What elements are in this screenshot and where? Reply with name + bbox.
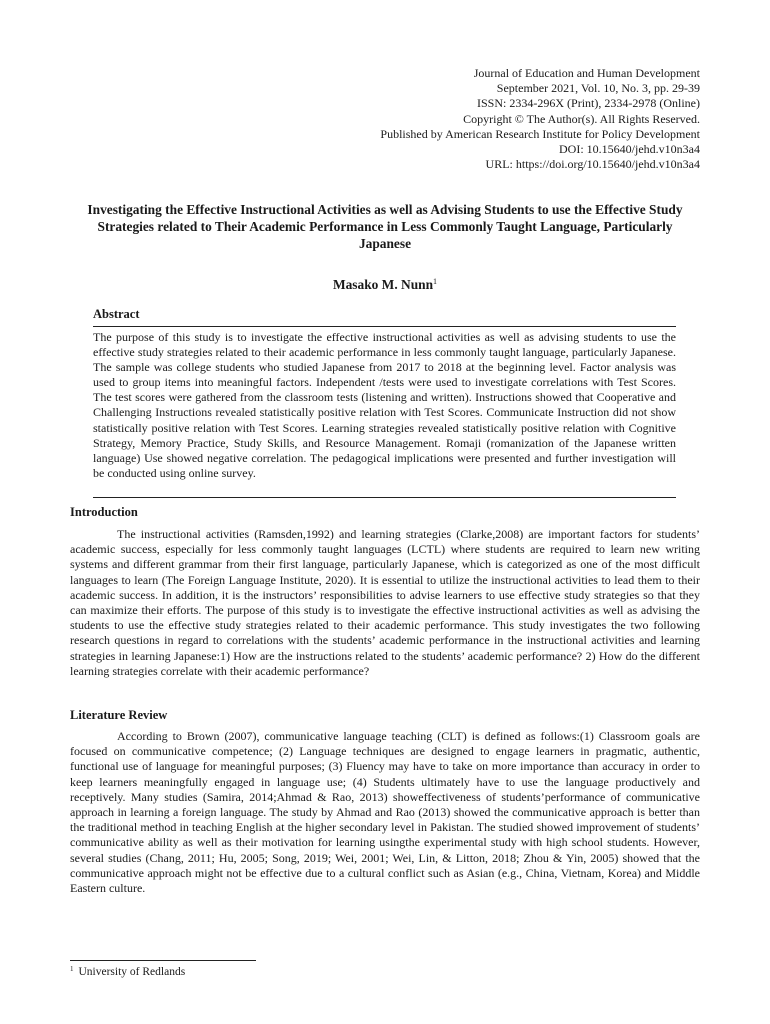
footnote-rule [70,960,256,961]
footnote [70,965,185,978]
abstract-text: The purpose of this study is to investigate the effective instructional activities as well as advising students to use the effective study strategies related to their academic performance in less commonly taught language, particularly Japanese. The sample was college students who studied Japanese from 2017 to 2018 at the beginning level. Factor analysis was used to group items into meaningful factors. Independent /tests were used to investigate correlations with Test Scores. The test scores were gathered from the classroom tests (listening and written). Instructions showed that Cooperative and Challenging Instructions revealed statistically positive relation with Test Scores. Communicate Instruction did not show statistically positive relation with Test Scores. Learning strategies revealed statistically positive relation with Cognitive Strategy, Memory Practice, Study Skills, and Resource Management. Romaji (romanization of the Japanese written language) Use showed negative correlation. The pedagogical implications were presented and further investigation will be conducted using online survey. [93,330,676,480]
paper-title: Investigating the Effective Instructional Activities as well as Advising Students to use the Effective Study Strategies related to Their Academic Performance in Less Commonly Taught Language, Particularly Japanese [87,202,683,251]
literature-review-heading: Literature Review [70,708,168,722]
abstract-top-rule [93,326,676,327]
author-footnote-mark[interactable]: 1 [433,277,438,286]
journal-publisher: Published by American Research Institute for Policy Development [380,126,700,141]
abstract-bottom-rule [93,497,676,498]
abstract-heading: Abstract [93,307,140,321]
journal-issue: September 2021, Vol. 10, No. 3, pp. 29-39 [496,81,700,96]
footnote-mark: 1 [70,965,74,973]
footnote-text: University of Redlands [78,966,186,978]
journal-name: Journal of Education and Human Development [473,66,700,80]
journal-issn: ISSN: 2334-296X (Print), 2334-2978 (Online) [477,96,700,111]
journal-url[interactable]: URL: https://doi.org/10.15640/jehd.v10n3a4 [485,157,700,172]
author-name: Masako M. Nunn [332,277,434,292]
introduction-paragraph: The instructional activities (Ramsden,1992) and learning strategies (Clarke,2008) are important factors for students’ academic success, especially for less commonly taught languages (LCTL) where students are required to learn new writing systems and different grammar from their first language, particularly Japanese, which is categorized as one of the most difficult languages to learn (The Foreign Language Institute, 2020). It is essential to utilize the instructional activities to lead them to their academic success. In addition, it is the instructors’ responsibilities to advise learners to use effective study strategies so that they can maximize their efforts. The purpose of this study is to investigate the effective instructional activities as well as advising the students to use the effective study strategies related to their academic performance. This study investigates the two following research questions in regard to correlations with the students’ academic performance in the instructional activities and learning strategies in learning Japanese:1) How are the instructions related to the students’ academic performance? 2) How do the different learning strategies correlate with their academic performance? [70,527,700,678]
author-line [70,277,700,293]
journal-copyright: Copyright © The Author(s). All Rights Reserved. [463,111,700,126]
introduction-heading: Introduction [70,505,138,519]
literature-review-paragraph: According to Brown (2007), communicative language teaching (CLT) is defined as follows:(1) Classroom goals are focused on communicative competence; (2) Language techniques are designed to engage learners in pragmatic, authentic, functional use of language for meaningful purposes; (3) Fluency may have to take on more importance than accuracy in order to keep learners meaningfully engaged in language use; (4) Students ultimately have to use the language productively and receptively. Many studies (Samira, 2014;Ahmad & Rao, 2013) showeffectiveness of students’performance of communicative approach in learning a foreign language. The study by Ahmad and Rao (2013) showed the communicative approach is better than the traditional method in teaching English at the higher secondary level in Pakistan. The studied showed improvement of students’ communicative ability as well as their motivation for learning usingthe experimental study with high school students. However, several studies (Chang, 2011; Hu, 2005; Song, 2019; Wei, 2001; Wei, Lin, & Litton, 2018; Zhou & Yin, 2005) showed that the communicative approach might not be effective due to a cultural conflict such as Asian (e.g., China, Vietnam, Korea) and Middle Eastern culture. [70,729,700,896]
journal-header [380,66,700,172]
journal-doi: DOI: 10.15640/jehd.v10n3a4 [559,142,700,157]
